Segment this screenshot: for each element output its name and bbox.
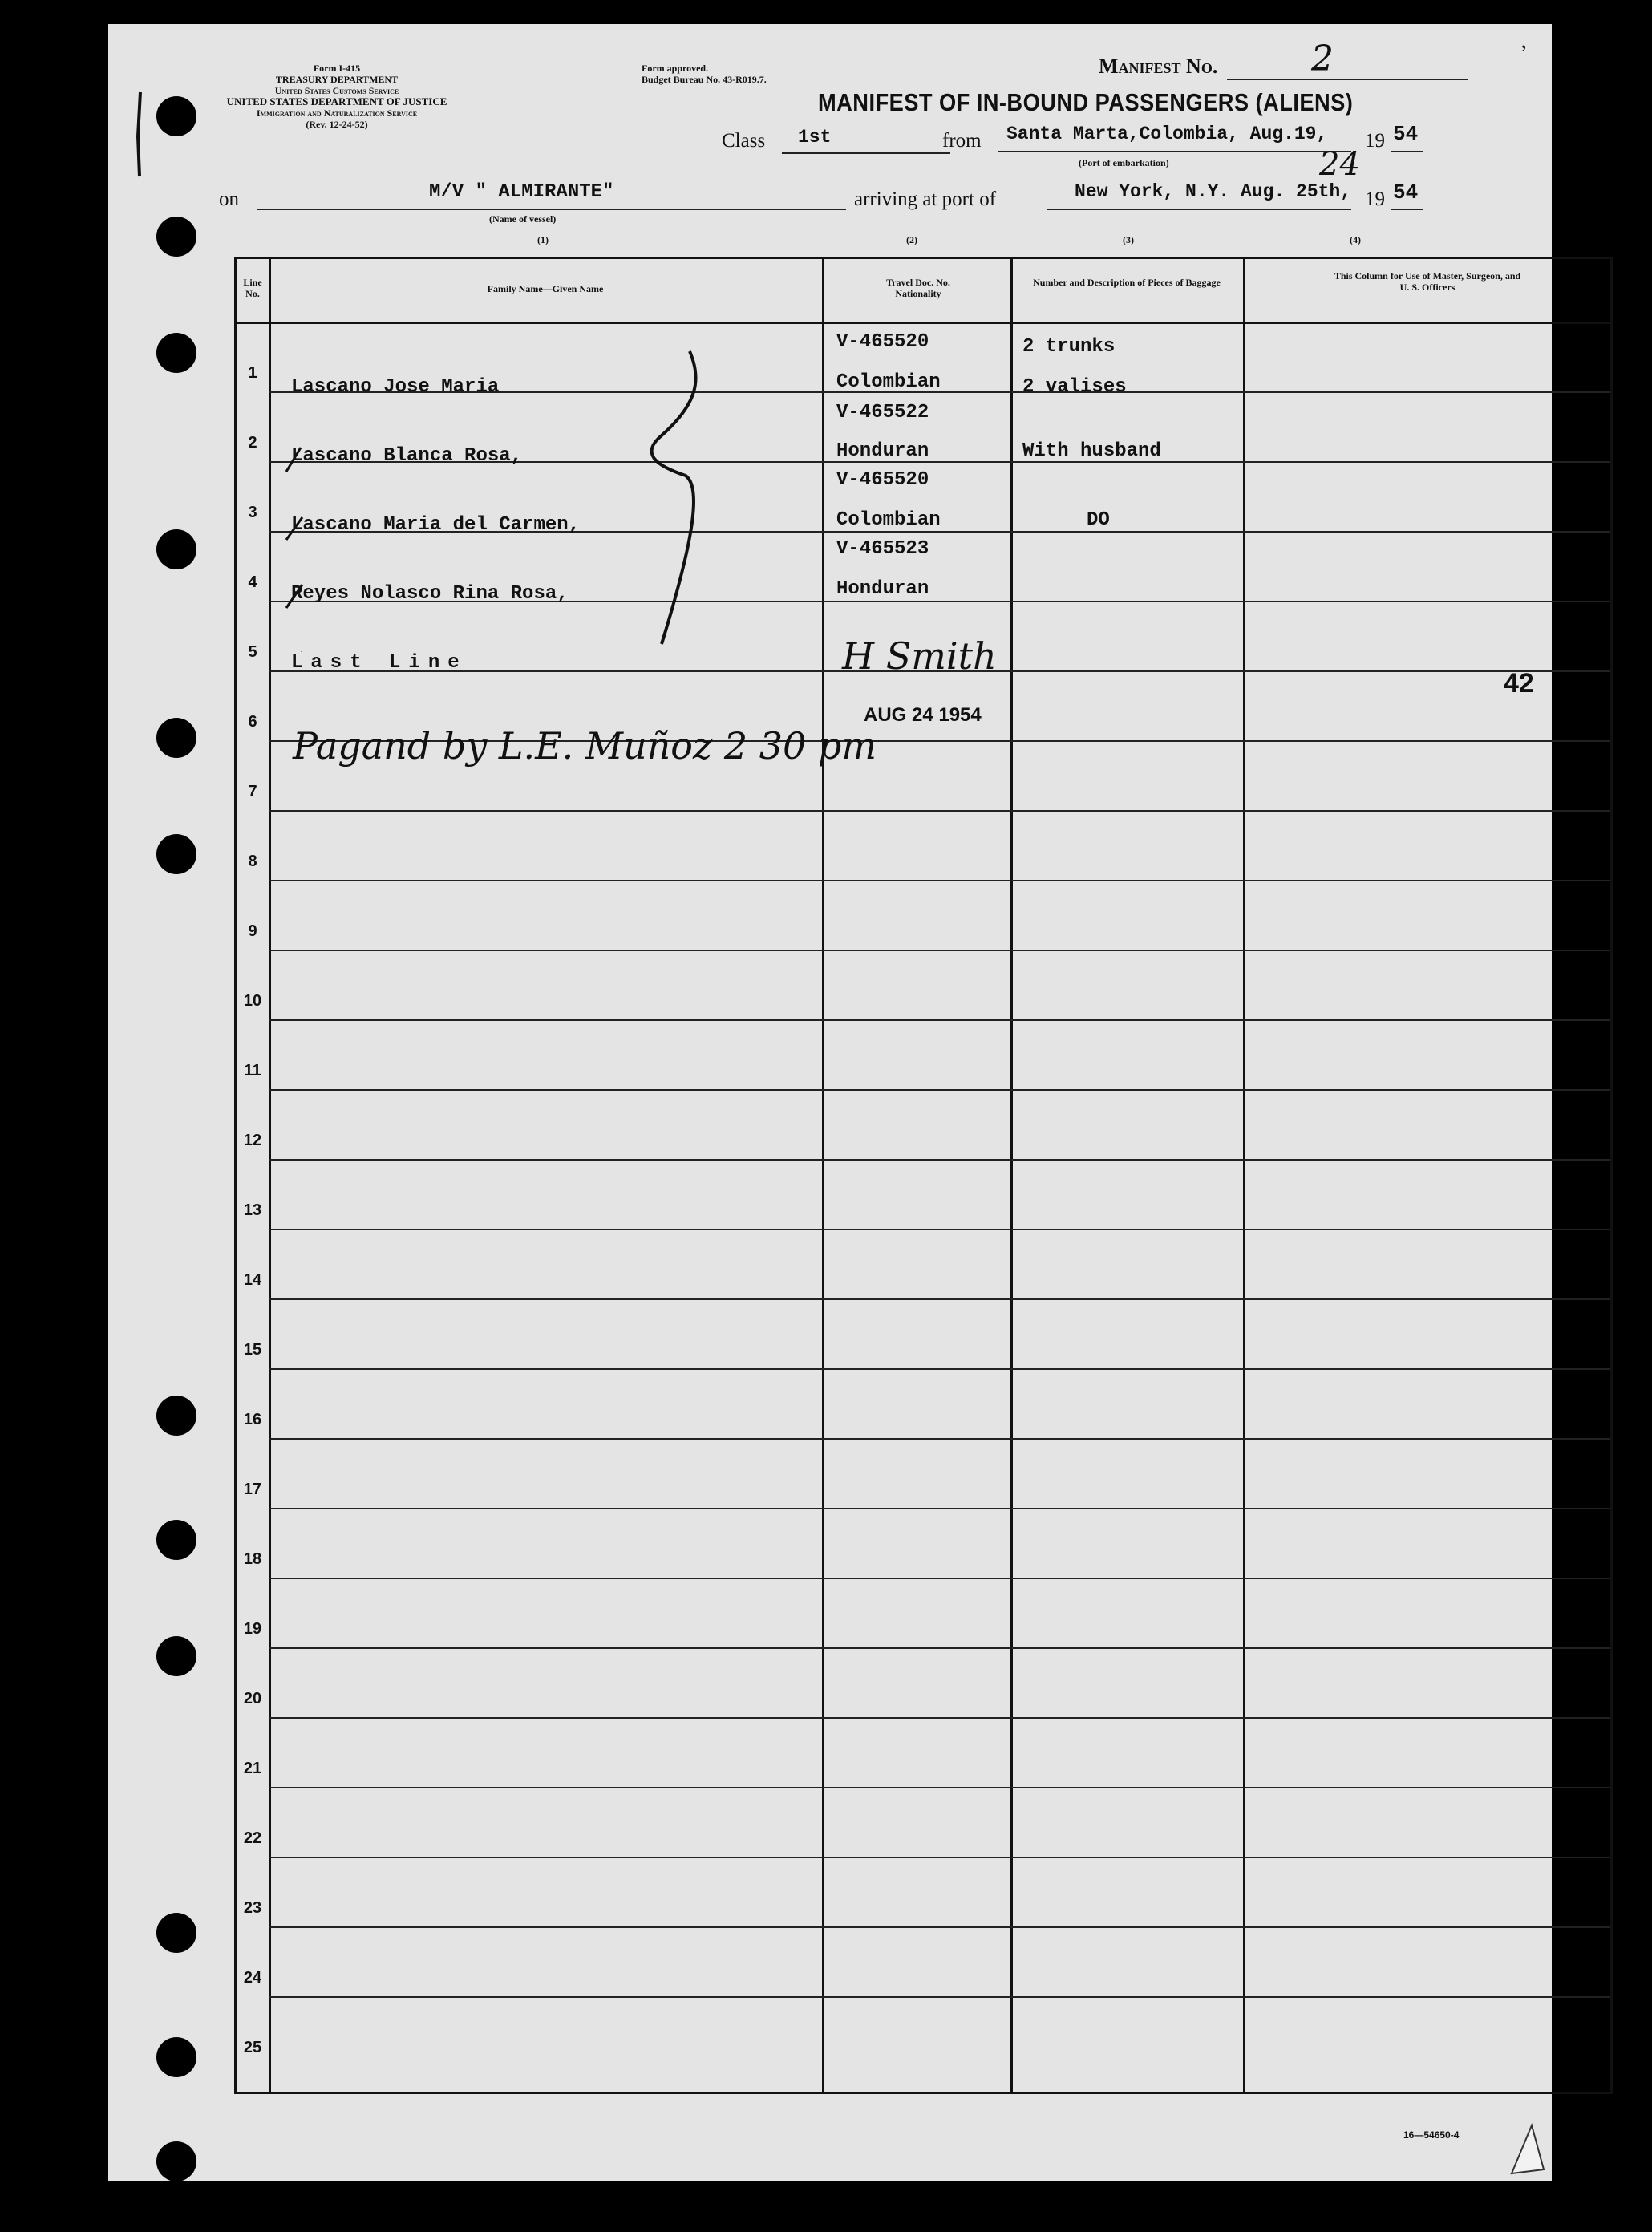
arriving-year-prefix: 19 xyxy=(1365,188,1385,210)
treasury-dept: TREASURY DEPARTMENT xyxy=(275,74,399,85)
form-number: Form I-415 xyxy=(313,63,361,74)
row-4-name: Reyes Nolasco Rina Rosa, xyxy=(291,583,569,605)
row-number: 25 xyxy=(243,2039,262,2056)
row-number: 18 xyxy=(243,1550,262,1568)
row-rule xyxy=(269,1857,1610,1858)
header-name: Family Name—Given Name xyxy=(487,283,604,294)
manifest-no-value: 2 xyxy=(1311,38,1334,79)
row-rule xyxy=(269,1926,1610,1928)
from-label: from xyxy=(942,130,982,152)
binder-hole xyxy=(156,2037,196,2077)
row-3-baggage: DO xyxy=(1087,509,1110,531)
row-rule xyxy=(269,810,1610,812)
row-number: 16 xyxy=(243,1411,262,1428)
col-num-1: (1) xyxy=(537,234,549,245)
row-1-nationality: Colombian xyxy=(836,371,941,393)
row-2-baggage: With husband xyxy=(1022,440,1161,462)
row-1-baggage: 2 valises xyxy=(1022,376,1127,398)
last-line-marker: Last Line xyxy=(291,652,468,674)
date-stamp: AUG 24 1954 xyxy=(864,704,982,726)
page-curl xyxy=(1508,2121,1548,2177)
from-value: Santa Marta,Colombia, Aug.19, xyxy=(1006,124,1328,144)
header-travel-doc: Travel Doc. No. Nationality xyxy=(886,277,950,299)
row-rule xyxy=(269,1508,1610,1509)
binder-hole xyxy=(156,834,196,874)
handwritten-note: Pagand by L.E. Muñoz 2 30 pm xyxy=(293,724,877,768)
vessel-label: (Name of vessel) xyxy=(489,213,557,225)
row-number: 11 xyxy=(244,1062,261,1080)
from-year: 54 xyxy=(1393,122,1419,146)
binder-hole xyxy=(156,96,196,136)
row-number: 24 xyxy=(243,1969,262,1987)
passenger-table xyxy=(234,257,1613,2094)
binder-hole xyxy=(156,217,196,257)
count-mark: 42 xyxy=(1504,668,1534,699)
budget-bureau: Budget Bureau No. 43-R019.7. xyxy=(642,74,767,85)
row-1-baggage-top: 2 trunks xyxy=(1022,336,1116,358)
col-num-4: (4) xyxy=(1350,234,1361,245)
row-4-nationality: Honduran xyxy=(836,578,929,600)
header-baggage: Number and Description of Pieces of Baggage xyxy=(1033,277,1221,288)
row-number: 7 xyxy=(248,783,257,800)
row-rule xyxy=(269,1089,1610,1091)
row-number: 12 xyxy=(243,1132,262,1149)
vessel-name: M/V " ALMIRANTE" xyxy=(429,181,614,203)
binder-hole xyxy=(156,1396,196,1436)
arriving-correction: 24 xyxy=(1319,146,1360,183)
manifest-no-label: Manifest No. xyxy=(1099,55,1218,78)
binder-hole xyxy=(156,333,196,373)
row-number: 22 xyxy=(243,1829,262,1847)
row-rule xyxy=(269,1159,1610,1161)
row-1-name: Lascano Jose Maria xyxy=(291,376,500,398)
row-number: 23 xyxy=(243,1899,262,1917)
manifest-title: MANIFEST OF IN-BOUND PASSENGERS (ALIENS) xyxy=(818,88,1354,116)
header-line-no: Line No. xyxy=(243,277,262,299)
class-value: 1st xyxy=(798,127,832,148)
corner-mark: ’ xyxy=(1520,40,1528,67)
row-rule xyxy=(269,1019,1610,1021)
justice-dept: UNITED STATES DEPARTMENT OF JUSTICE xyxy=(226,95,447,107)
binder-hole xyxy=(156,1636,196,1676)
col-num-3: (3) xyxy=(1123,234,1134,245)
binder-hole xyxy=(156,1520,196,1560)
row-rule xyxy=(269,1787,1610,1788)
officer-signature: H Smith xyxy=(842,634,997,678)
arriving-year: 54 xyxy=(1393,180,1419,205)
family-bracket xyxy=(285,347,702,652)
row-rule xyxy=(269,1578,1610,1579)
port-embarkation-label: (Port of embarkation) xyxy=(1079,157,1169,168)
row-number: 13 xyxy=(243,1201,262,1219)
footer-code: 16—54650-4 xyxy=(1403,2129,1460,2141)
header-officers: This Column for Use of Master, Surgeon, and U. S. Officers xyxy=(1334,270,1521,293)
row-rule xyxy=(269,1996,1610,1998)
row-number: 21 xyxy=(243,1760,262,1777)
row-number: 5 xyxy=(248,643,257,661)
row-number: 10 xyxy=(243,992,262,1010)
binder-hole xyxy=(156,2141,196,2181)
arriving-value: New York, N.Y. Aug. 25th, xyxy=(1075,181,1352,202)
customs-service: United States Customs Service xyxy=(274,85,399,96)
row-3-doc-no: V-465520 xyxy=(836,469,929,491)
row-3-nationality: Colombian xyxy=(836,509,941,531)
row-rule xyxy=(269,1368,1610,1370)
row-rule xyxy=(269,1717,1610,1719)
revision: (Rev. 12-24-52) xyxy=(306,119,368,130)
row-number: 4 xyxy=(248,573,257,591)
row-number: 8 xyxy=(248,853,257,870)
row-rule xyxy=(269,1298,1610,1300)
row-2-doc-no: V-465522 xyxy=(836,402,929,423)
row-number: 17 xyxy=(243,1481,262,1498)
row-4-doc-no: V-465523 xyxy=(836,538,929,560)
row-number: 9 xyxy=(248,922,257,940)
row-number: 1 xyxy=(248,364,257,382)
binder-hole xyxy=(156,718,196,758)
on-label: on xyxy=(219,188,239,210)
row-number: 2 xyxy=(248,434,257,452)
binder-hole xyxy=(156,1913,196,1953)
row-number: 14 xyxy=(243,1271,262,1289)
row-number: 6 xyxy=(248,713,257,731)
row-2-nationality: Honduran xyxy=(836,440,929,462)
binder-hole xyxy=(156,529,196,569)
row-rule xyxy=(269,1438,1610,1440)
row-number: 15 xyxy=(243,1341,262,1359)
form-approved: Form approved. xyxy=(642,63,709,74)
row-rule xyxy=(269,950,1610,951)
margin-mark xyxy=(128,88,152,184)
row-rule xyxy=(269,880,1610,881)
row-3-name: Lascano Maria del Carmen, xyxy=(291,514,581,536)
row-number: 20 xyxy=(243,1690,262,1707)
row-2-name: Lascano Blanca Rosa, xyxy=(291,445,523,467)
row-rule xyxy=(269,1229,1610,1230)
ins-service: Immigration and Naturalization Service xyxy=(256,107,418,119)
manifest-page xyxy=(108,24,1552,2181)
row-1-doc-no: V-465520 xyxy=(836,331,929,353)
arriving-label: arriving at port of xyxy=(854,188,997,210)
from-year-prefix: 19 xyxy=(1365,130,1385,152)
class-label: Class xyxy=(722,130,766,152)
row-rule xyxy=(269,1647,1610,1649)
row-number: 19 xyxy=(243,1620,262,1638)
col-num-2: (2) xyxy=(906,234,917,245)
row-number: 3 xyxy=(248,504,257,521)
